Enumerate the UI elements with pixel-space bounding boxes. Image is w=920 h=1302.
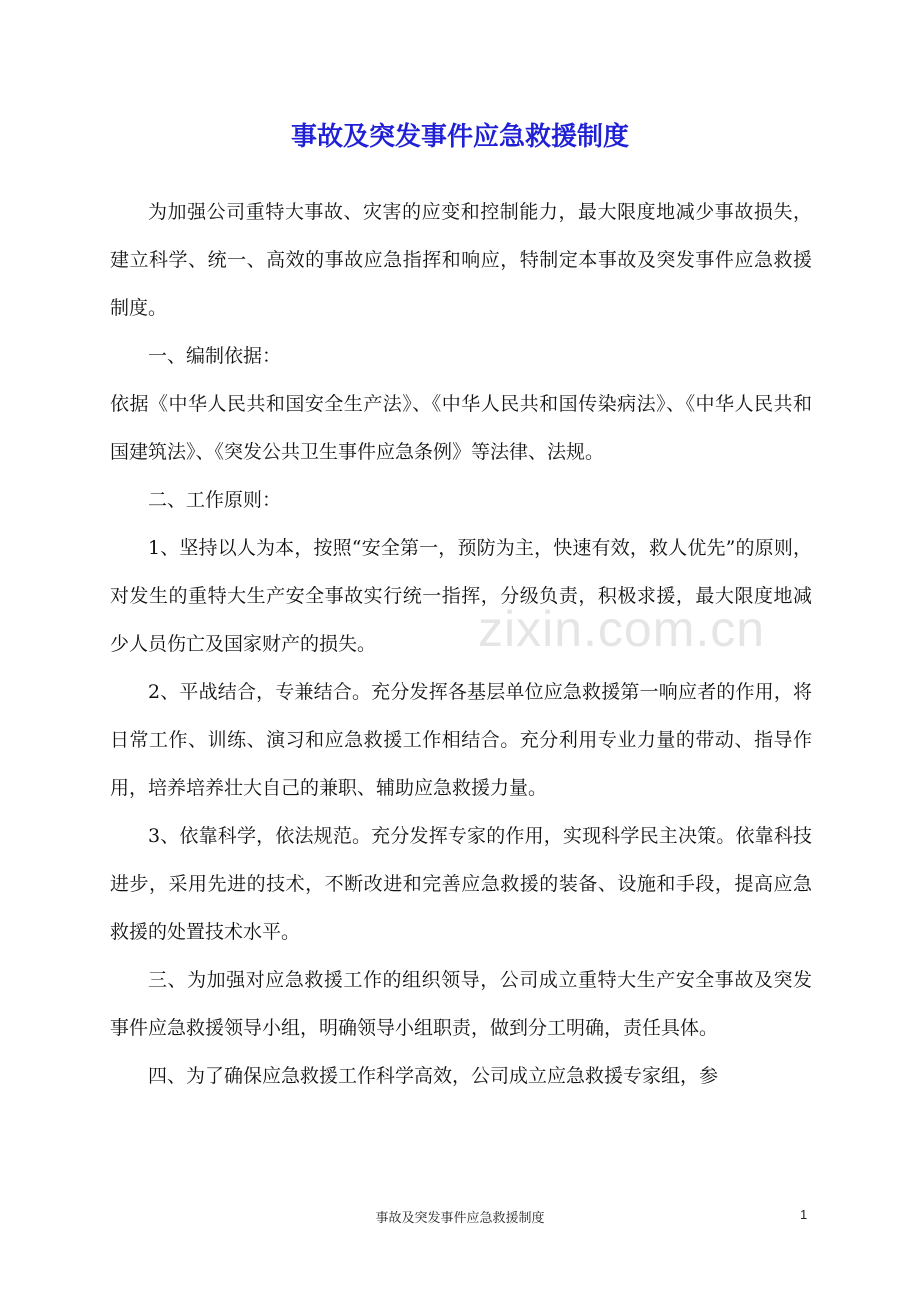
footer-title: 事故及突发事件应急救援制度: [375, 1211, 545, 1226]
paragraph-section-3: 三、为加强对应急救援工作的组织领导，公司成立重特大生产安全事故及突发事件应急救援领导小组，明确领导小组职责，做到分工明确，责任具体。: [110, 969, 812, 1039]
footer-page-number: 1: [800, 1207, 808, 1222]
paragraph-principle-3: 3、依靠科学，依法规范。充分发挥专家的作用，实现科学民主决策。依靠科技进步，采用先进的技术，不断改进和完善应急救援的装备、设施和手段，提高应急救援的处置技术水平。: [110, 825, 812, 943]
heading-principles: 二、工作原则：: [148, 489, 282, 511]
watermark: zixin.com.cn: [478, 601, 766, 657]
document-title: 事故及突发事件应急救援制度: [290, 122, 629, 152]
paragraph-intro: 为加强公司重特大事故、灾害的应变和控制能力，最大限度地减少事故损失，建立科学、统一、高效的事故应急指挥和响应，特制定本事故及突发事件应急救援制度。: [110, 201, 812, 319]
paragraph-principle-1: 1、坚持以人为本，按照“安全第一，预防为主，快速有效，救人优先”的原则，对发生的重特大生产安全事故实行统一指挥，分级负责，积极求援，最大限度地减少人员伤亡及国家财产的损失。: [110, 537, 812, 655]
paragraph-section-4: 四、为了确保应急救援工作科学高效，公司成立应急救援专家组，参: [148, 1065, 719, 1087]
document-body: [110, 188, 812, 1100]
paragraph-principle-2: 2、平战结合，专兼结合。充分发挥各基层单位应急救援第一响应者的作用，将日常工作、训练、演习和应急救援工作相结合。充分利用专业力量的带动、指导作用，培养培养壮大自己的兼职、辅助应急救援力量。: [110, 681, 812, 799]
paragraph-basis: 依据《中华人民共和国安全生产法》、《中华人民共和国传染病法》、《中华人民共和国建筑法》、《突发公共卫生事件应急条例》等法律、法规。: [110, 393, 812, 463]
heading-basis: 一、编制依据：: [148, 345, 282, 367]
